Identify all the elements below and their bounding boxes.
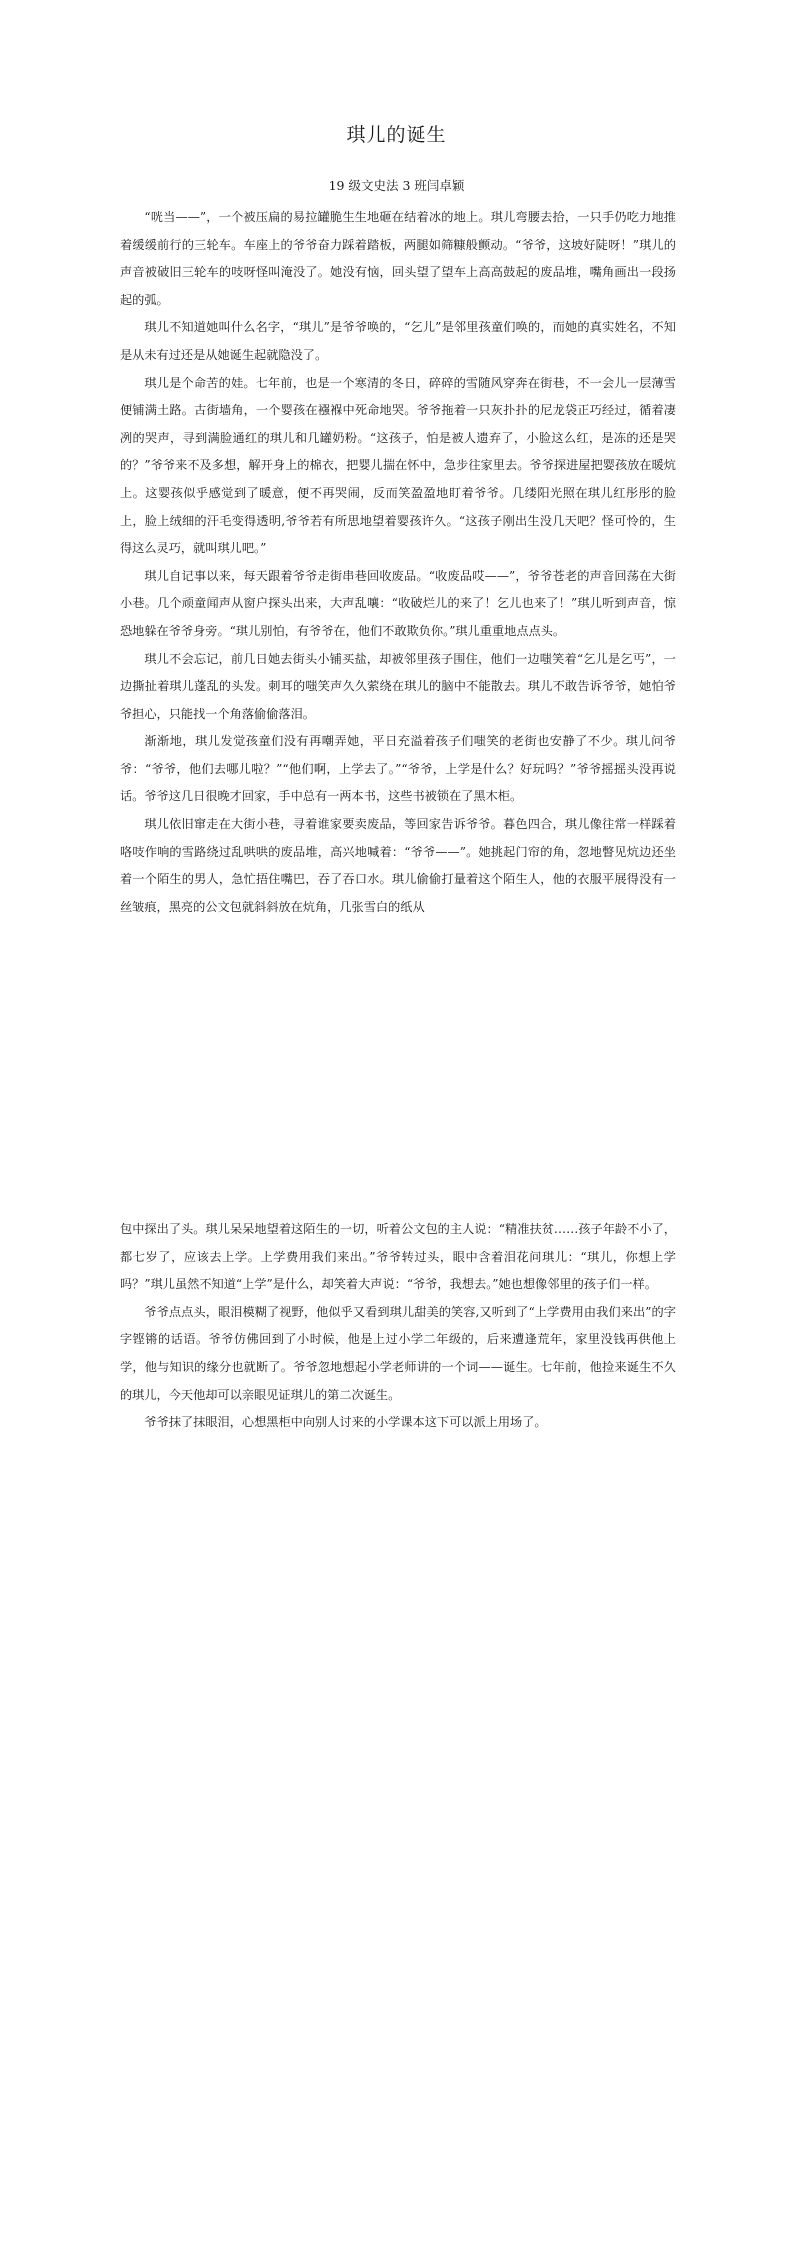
paragraph-continued: 包中探出了头。琪儿呆呆地望着这陌生的一切，听着公文包的主人说：“精准扶贫……孩子年龄不小了，都七岁了，应该去上学。上学费用我们来出。”爷爷转过头，眼中含着泪花问琪儿：“琪儿，你想上学吗？”琪儿虽然不知道“上学”是什么，却笑着大声说：“爷爷，我想去。”她也想像邻里的孩子们一样。 xyxy=(120,1222,676,1292)
author-byline: 19 级文史法 3 班闫卓颖 xyxy=(328,178,465,193)
paragraph: 琪儿自记事以来，每天跟着爷爷走街串巷回收废品。“收废品哎——”，爷爷苍老的声音回荡在大街小巷。几个顽童闻声从窗户探头出来，大声乱嚷：“收破烂儿的来了！乞儿也来了！”琪儿听到声音，惊恐地躲在爷爷身旁。“琪儿别怕，有爷爷在，他们不敢欺负你。”琪儿重重地点点头。 xyxy=(120,568,676,638)
paragraph: 琪儿是个命苦的娃。七年前，也是一个寒清的冬日，碎碎的雪随风穿奔在街巷，不一会儿一层薄雪便铺满土路。古街墙角，一个婴孩在襁褓中死命地哭。爷爷拖着一只灰扑扑的尼龙袋正巧经过，循着凄冽的哭声，寻到满脸通红的琪儿和几罐奶粉。“这孩子，怕是被人遗弃了，小脸这么红，是冻的还是哭的？”爷爷来不及多想，解开身上的棉衣，把婴儿揣在怀中，急步往家里去。爷爷探进屋把婴孩放在暖炕上。这婴孩似乎感觉到了暖意，便不再哭闹，反而笑盈盈地盯着爷爷。几缕阳光照在琪儿红彤彤的脸上，脸上绒细的汗毛变得透明,爷爷若有所思地望着婴孩许久。“这孩子刚出生没几天吧？怪可怜的，生得这么灵巧，就叫琪儿吧。” xyxy=(120,375,676,556)
essay-title: 琪儿的诞生 xyxy=(346,124,447,146)
paragraph: 琪儿不会忘记，前几日她去街头小铺买盐，却被邻里孩子围住，他们一边嗤笑着“乞儿是乞丐”，一边撕扯着琪儿蓬乱的头发。刺耳的嗤笑声久久萦绕在琪儿的脑中不能散去。琪儿不敢告诉爷爷，她怕爷爷担心，只能找一个角落偷偷落泪。 xyxy=(120,651,676,721)
paragraph: 琪儿不知道她叫什么名字，“琪儿”是爷爷唤的，“乞儿”是邻里孩童们唤的，而她的真实姓名，不知是从未有过还是从她诞生起就隐没了。 xyxy=(120,320,676,362)
paragraph: “咣当——”，一个被压扁的易拉罐脆生生地砸在结着冰的地上。琪儿弯腰去拾，一只手仍吃力地推着缓缓前行的三轮车。车座上的爷爷奋力踩着踏板，两腿如筛糠般颤动。“爷爷，这坡好陡呀！”琪儿的声音被破旧三轮车的吱呀怪叫淹没了。她没有恼，回头望了望车上高高鼓起的废品堆，嘴角画出一段扬起的弧。 xyxy=(120,210,676,307)
page-two-body xyxy=(120,1216,676,1437)
paragraph: 渐渐地，琪儿发觉孩童们没有再嘲弄她，平日充溢着孩子们嗤笑的老街也安静了不少。琪儿问爷爷：“爷爷，他们去哪儿啦？”“他们啊，上学去了。”“爷爷，上学是什么？好玩吗？”爷爷摇摇头没再说话。爷爷这几日很晚才回家，手中总有一两本书，这些书被锁在了黑木柜。 xyxy=(120,734,676,804)
paragraph: 爷爷抹了抹眼泪，心想黑柜中向别人讨来的小学课本这下可以派上用场了。 xyxy=(144,1415,547,1430)
paragraph: 爷爷点点头，眼泪模糊了视野，他似乎又看到琪儿甜美的笑容,又听到了“上学费用由我们来出”的字字铿锵的话语。爷爷仿佛回到了小时候，他是上过小学二年级的，后来遭逢荒年，家里没钱再供他上学，他与知识的缘分也就断了。爷爷忽地想起小学老师讲的一个词——诞生。七年前，他捡来诞生不久的琪儿，今天他却可以亲眼见证琪儿的第二次诞生。 xyxy=(120,1304,676,1402)
paragraph: 琪儿依旧窜走在大街小巷，寻着谁家要卖废品，等回家告诉爷爷。暮色四合，琪儿像往常一样踩着咯吱作响的雪路绕过乱哄哄的废品堆，高兴地喊着：“爷爷——”。她挑起门帘的角，忽地瞥见炕边还坐着一个陌生的男人，急忙捂住嘴巴，吞了吞口水。琪儿偷偷打量着这个陌生人，他的衣服平展得没有一丝皱痕，黑亮的公文包就斜斜放在炕角，几张雪白的纸从 xyxy=(120,817,676,914)
page-one-body xyxy=(120,204,676,921)
